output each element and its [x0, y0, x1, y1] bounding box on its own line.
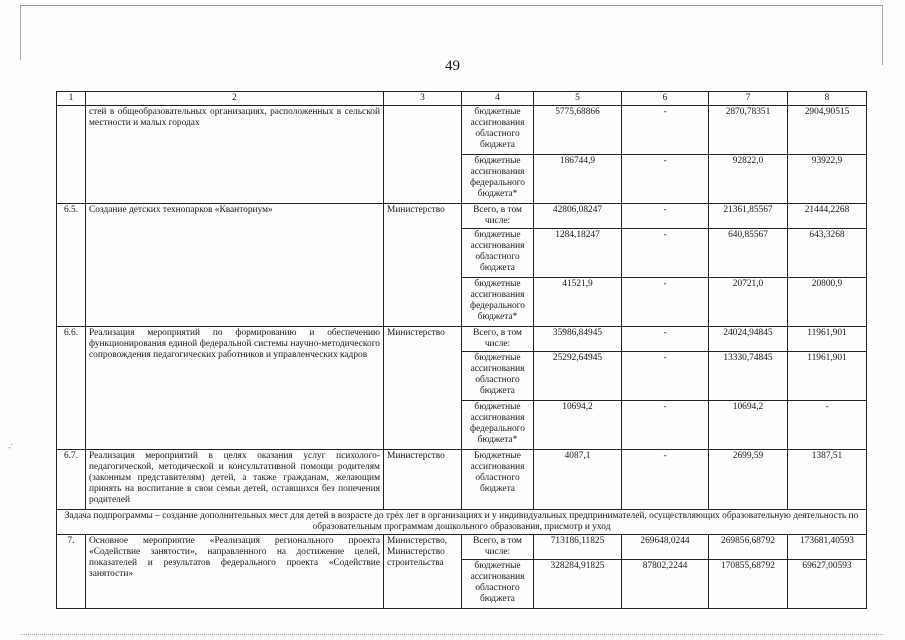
funding-source: бюджетные ассигнования областного бюджета [462, 229, 534, 278]
scan-frame-top [20, 5, 883, 6]
item-name: Основное мероприятие «Реализация регионального проекта «Содействие занятости», направленного на достижение целей, показателей и результатов федерального проекта «Содействие занятости» [86, 535, 384, 609]
value-col7: 170855,68792 [709, 560, 788, 609]
value-col8: 1387,51 [788, 450, 867, 510]
value-col8: 643,3268 [788, 229, 867, 278]
funding-source: бюджетные ассигнования федерального бюджета* [462, 401, 534, 450]
table-row [57, 535, 867, 560]
funding-source: Всего, в том числе: [462, 204, 534, 229]
scan-frame-bottom [20, 634, 883, 635]
value-col8: 2904,90515 [788, 106, 867, 155]
funding-source: бюджетные ассигнования областного бюджета [462, 352, 534, 401]
funding-source: Всего, в том числе: [462, 327, 534, 352]
value-col5: 10694,2 [534, 401, 622, 450]
column-number: 5 [534, 92, 622, 106]
item-name: стей в общеобразовательных организациях, расположенных в сельской местности и малых городах [86, 106, 384, 204]
value-col7: 24024,94845 [709, 327, 788, 352]
item-name: Реализация мероприятий по формированию и обеспечению функционирования единой федеральной системы научно-методического сопровождения педагогических работников и управленческих кадров [86, 327, 384, 450]
value-col5: 4087,1 [534, 450, 622, 510]
funding-source: бюджетные ассигнования федерального бюджета* [462, 278, 534, 327]
budget-table [56, 91, 867, 609]
value-col6: - [622, 229, 709, 278]
value-col8: 69627,00593 [788, 560, 867, 609]
subprogram-task: Задача подпрограммы – создание дополнительных мест для детей в возрасте до трёх лет в организациях и у индивидуальных предпринимателей, осуществляющих образовательную деятельность по образовательным программам дошкольного образования, присмотр и уход [57, 510, 867, 535]
value-col8: 20800,9 [788, 278, 867, 327]
value-col7: 10694,2 [709, 401, 788, 450]
value-col6: 269648,0244 [622, 535, 709, 560]
value-col8: 11961,901 [788, 327, 867, 352]
value-col6: - [622, 278, 709, 327]
item-executor: Министерство [384, 204, 462, 327]
value-col5: 41521,9 [534, 278, 622, 327]
column-number: 8 [788, 92, 867, 106]
task-row [57, 510, 867, 535]
page-number: 49 [445, 58, 460, 74]
funding-source: Всего, в том числе: [462, 535, 534, 560]
item-name: Создание детских технопарков «Кванториум» [86, 204, 384, 327]
value-col5: 1284,18247 [534, 229, 622, 278]
scan-frame-left [20, 5, 21, 60]
value-col6: - [622, 450, 709, 510]
scan-frame-right [882, 5, 883, 65]
item-number: 6.6. [57, 327, 86, 450]
table-row [57, 204, 867, 229]
value-col7: 13330,74845 [709, 352, 788, 401]
value-col6: - [622, 106, 709, 155]
value-col6: - [622, 352, 709, 401]
value-col7: 269856,68792 [709, 535, 788, 560]
funding-source: Бюджетные ассигнования областного бюджета [462, 450, 534, 510]
value-col7: 92822,0 [709, 155, 788, 204]
value-col8: 21444,2268 [788, 204, 867, 229]
value-col5: 328284,91825 [534, 560, 622, 609]
table-row [57, 106, 867, 155]
item-executor: Министерство, Министерство строительства [384, 535, 462, 609]
item-executor: Министерство [384, 327, 462, 450]
column-number: 3 [384, 92, 462, 106]
item-name: Реализация мероприятий в целях оказания услуг психолого-педагогической, методической и консультативной помощи родителям (законным представителям) детей, а также гражданам, желающим принять на воспитание в свои семьи детей, оставшихся без попечения родителей [86, 450, 384, 510]
item-executor: Министерство [384, 450, 462, 510]
column-number: 6 [622, 92, 709, 106]
value-col6: 87802,2244 [622, 560, 709, 609]
value-col7: 21361,85567 [709, 204, 788, 229]
value-col5: 35986,84945 [534, 327, 622, 352]
funding-source: бюджетные ассигнования федерального бюджета* [462, 155, 534, 204]
table-row [57, 327, 867, 352]
item-number: 6.5. [57, 204, 86, 327]
item-number: 7. [57, 535, 86, 609]
table-row [57, 450, 867, 510]
value-col7: 20721,0 [709, 278, 788, 327]
column-number: 7 [709, 92, 788, 106]
funding-source: бюджетные ассигнования областного бюджета [462, 560, 534, 609]
item-number [57, 106, 86, 204]
value-col5: 42806,08247 [534, 204, 622, 229]
item-number: 6.7. [57, 450, 86, 510]
value-col6: - [622, 204, 709, 229]
value-col7: 2699,59 [709, 450, 788, 510]
value-col8: 93922,9 [788, 155, 867, 204]
value-col5: 5775,68866 [534, 106, 622, 155]
value-col6: - [622, 155, 709, 204]
value-col8: 11961,901 [788, 352, 867, 401]
value-col7: 640,85567 [709, 229, 788, 278]
column-number: 1 [57, 92, 86, 106]
margin-mark: -' [8, 442, 13, 452]
value-col6: - [622, 327, 709, 352]
value-col5: 25292,64945 [534, 352, 622, 401]
value-col8: - [788, 401, 867, 450]
funding-source: бюджетные ассигнования областного бюджета [462, 106, 534, 155]
column-number: 4 [462, 92, 534, 106]
value-col5: 186744,9 [534, 155, 622, 204]
value-col7: 2870,78351 [709, 106, 788, 155]
item-executor [384, 106, 462, 204]
column-number: 2 [86, 92, 384, 106]
column-numbers-row [57, 92, 867, 106]
value-col6: - [622, 401, 709, 450]
value-col5: 713186,11825 [534, 535, 622, 560]
value-col8: 173681,40593 [788, 535, 867, 560]
